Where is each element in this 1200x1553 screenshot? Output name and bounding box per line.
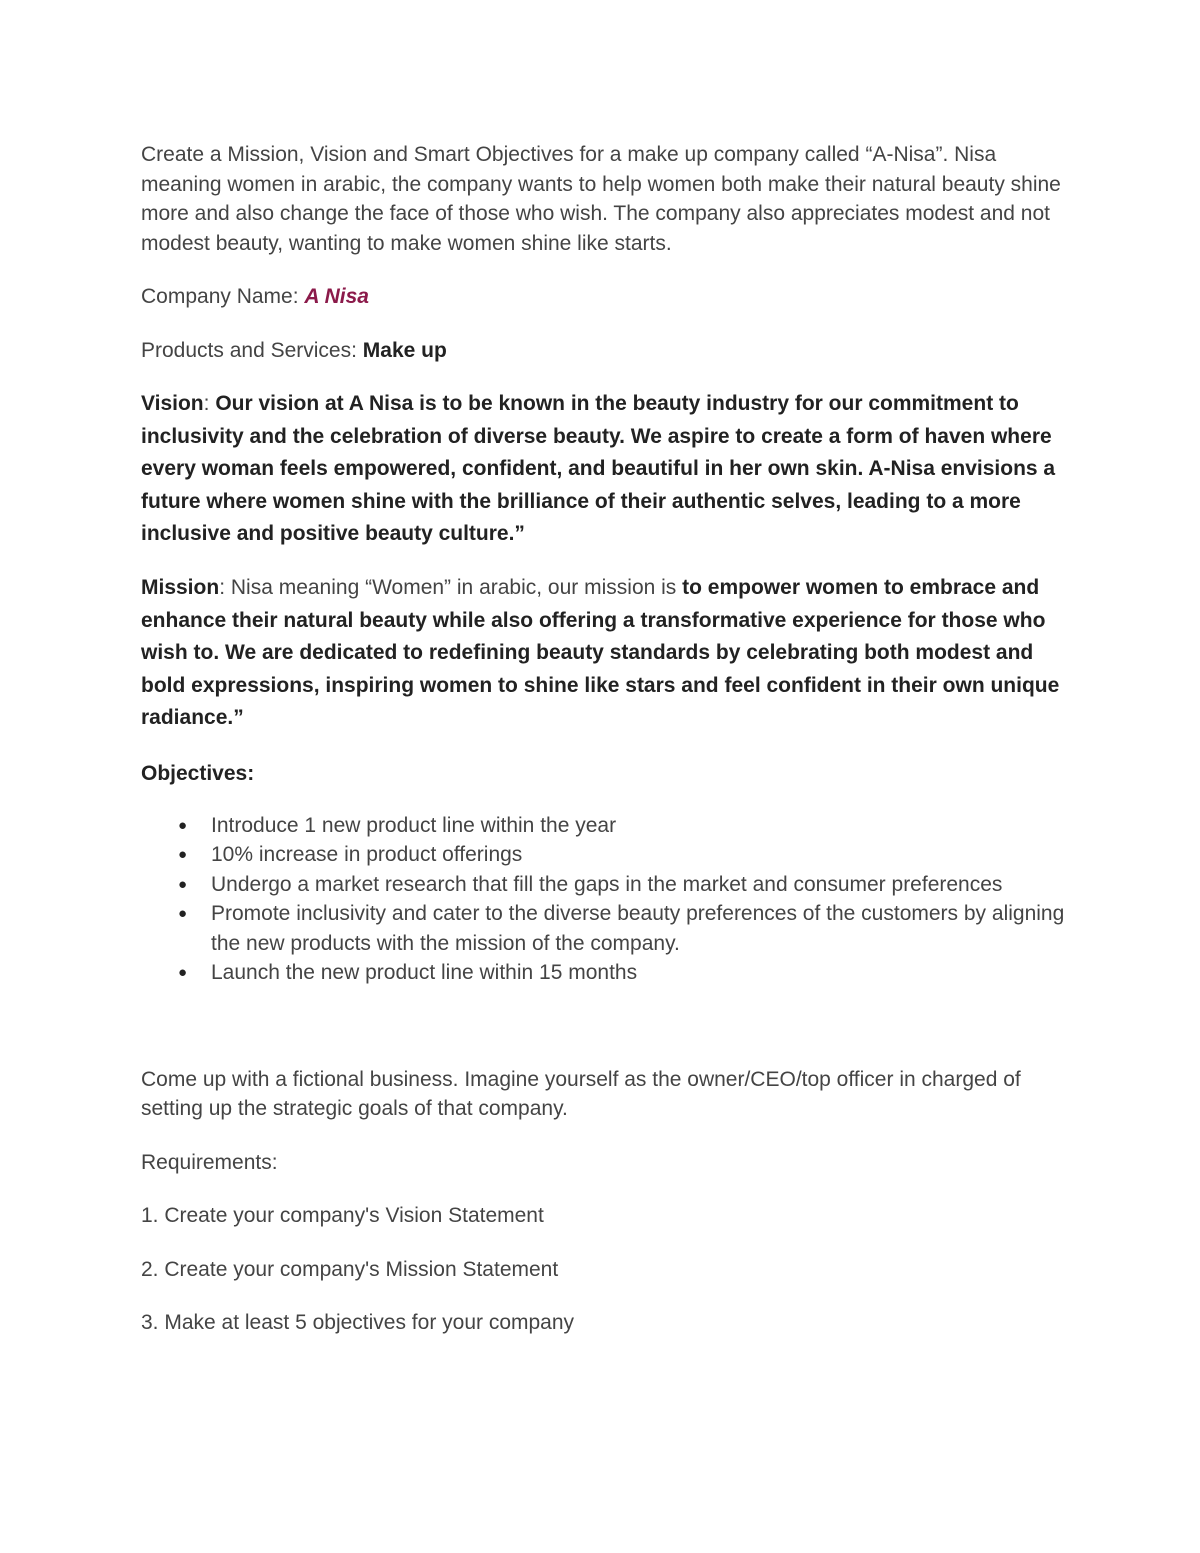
list-item: ● 10% increase in product offerings [141,840,1071,870]
bullet-icon: ● [178,816,188,834]
vision-text: Our vision at A Nisa is to be known in the beauty industry for our commitment to inclusivity and the celebration of diverse beauty. We aspire to create a form of haven where every woman feels empowered, confident, and beautiful in her own skin. A-Nisa envisions a future where women shine with the brilliance of their authentic selves, leading to a more inclusive and positive beauty culture.” [141,392,1056,546]
requirements-label: Requirements: [141,1150,278,1174]
requirement-item: 3. Make at least 5 objectives for your company [141,1311,575,1335]
requirement-item: 2. Create your company's Mission Statement [141,1257,559,1281]
mission-separator: : [219,575,231,599]
mission-lead: Nisa meaning “Women” in arabic, our mission is [230,575,683,599]
vision-label: Vision [141,392,204,415]
objectives-list [141,811,1071,988]
objectives-heading: Objectives: [141,761,255,785]
mission-label: Mission [141,575,220,599]
bullet-icon: ● [178,875,188,893]
products-services-line [141,336,1071,366]
vision-separator: : [203,392,216,415]
assignment-prompt: Come up with a fictional business. Imagine yourself as the owner/CEO/top officer in charged of setting up the strategic goals of that company. [141,1067,1021,1121]
requirement-item: 1. Create your company's Vision Statement [141,1204,544,1228]
list-item: ● Promote inclusivity and cater to the diverse beauty preferences of the customers by aligning the new products with the mission of the company. [141,899,1071,958]
intro-paragraph: Create a Mission, Vision and Smart Objectives for a make up company called “A-Nisa”. Nisa meaning women in arabic, the company wants to help women both make their natural beauty shine more and also change the face of those who wish. The company also appreciates modest and not modest beauty, wanting to make women shine like starts. [141,143,1061,255]
bullet-icon: ● [178,905,188,923]
list-item: ● Introduce 1 new product line within the year [141,811,1071,841]
list-item: ● Launch the new product line within 15 months [141,958,1071,988]
mission-paragraph [141,572,1071,735]
document-page [141,140,1071,1338]
products-services-label: Products and Services: [141,339,363,362]
bullet-icon: ● [178,846,188,864]
company-name-value: A Nisa [304,285,369,308]
vision-paragraph [141,388,1071,551]
company-name-label: Company Name: [141,285,305,308]
company-name-line [141,282,1071,312]
mission-text: to empower women to embrace and enhance their natural beauty while also offering a transformative experience for those who wish to. We are dedicated to redefining beauty standards by celebrating both modest and bold expressions, inspiring women to shine like stars and feel confident in their own unique radiance.” [141,575,1060,730]
bullet-icon: ● [178,964,188,982]
list-item: ● Undergo a market research that fill the gaps in the market and consumer preferences [141,870,1071,900]
products-services-value: Make up [362,339,447,362]
